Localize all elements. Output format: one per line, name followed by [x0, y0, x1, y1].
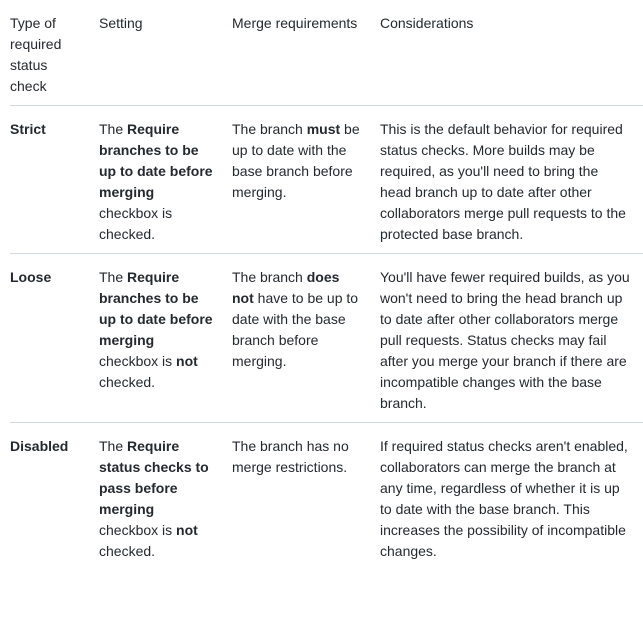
- header-cell-type: Type of required status check: [10, 0, 99, 106]
- considerations-cell: This is the default behavior for required status checks. More builds may be required, as you'll need to bring the head branch up to date after other collaborators merge pull requests to the protected base branch.: [380, 106, 643, 254]
- merge-requirements-cell: The branch must be up to date with the base branch before merging.: [232, 106, 380, 254]
- setting-cell: The Require branches to be up to date before merging checkbox is checked.: [99, 106, 232, 254]
- considerations-cell: You'll have fewer required builds, as you won't need to bring the head branch up to date after other collaborators merge pull requests. Status checks may fail after you merge your branch if there are incompatible changes with the base branch.: [380, 254, 643, 423]
- table-body: [10, 106, 643, 571]
- status-checks-table: [10, 0, 643, 570]
- table-row: [10, 254, 643, 423]
- setting-cell: The Require status checks to pass before merging checkbox is not checked.: [99, 438, 209, 559]
- setting-cell: The Require branches to be up to date before merging checkbox is not checked.: [99, 254, 232, 423]
- table-header-row: [10, 0, 643, 106]
- row-type-cell: Disabled: [10, 438, 69, 454]
- table-row: [10, 106, 643, 254]
- row-type-cell: Loose: [10, 254, 99, 423]
- considerations-cell: If required status checks aren't enabled, collaborators can merge the branch at any time, regardless of whether it is up to date with the base branch. This increases the possibility of incompatible changes.: [380, 438, 628, 559]
- merge-requirements-cell: The branch has no merge restrictions.: [232, 438, 349, 475]
- merge-requirements-cell: The branch does not have to be up to date with the base branch before merging.: [232, 254, 380, 423]
- header-cell-merge-requirements: Merge requirements: [232, 0, 380, 106]
- row-type-cell: Strict: [10, 106, 99, 254]
- table-row: [10, 423, 643, 571]
- header-cell-considerations: Considerations: [380, 0, 643, 106]
- header-cell-setting: Setting: [99, 0, 232, 106]
